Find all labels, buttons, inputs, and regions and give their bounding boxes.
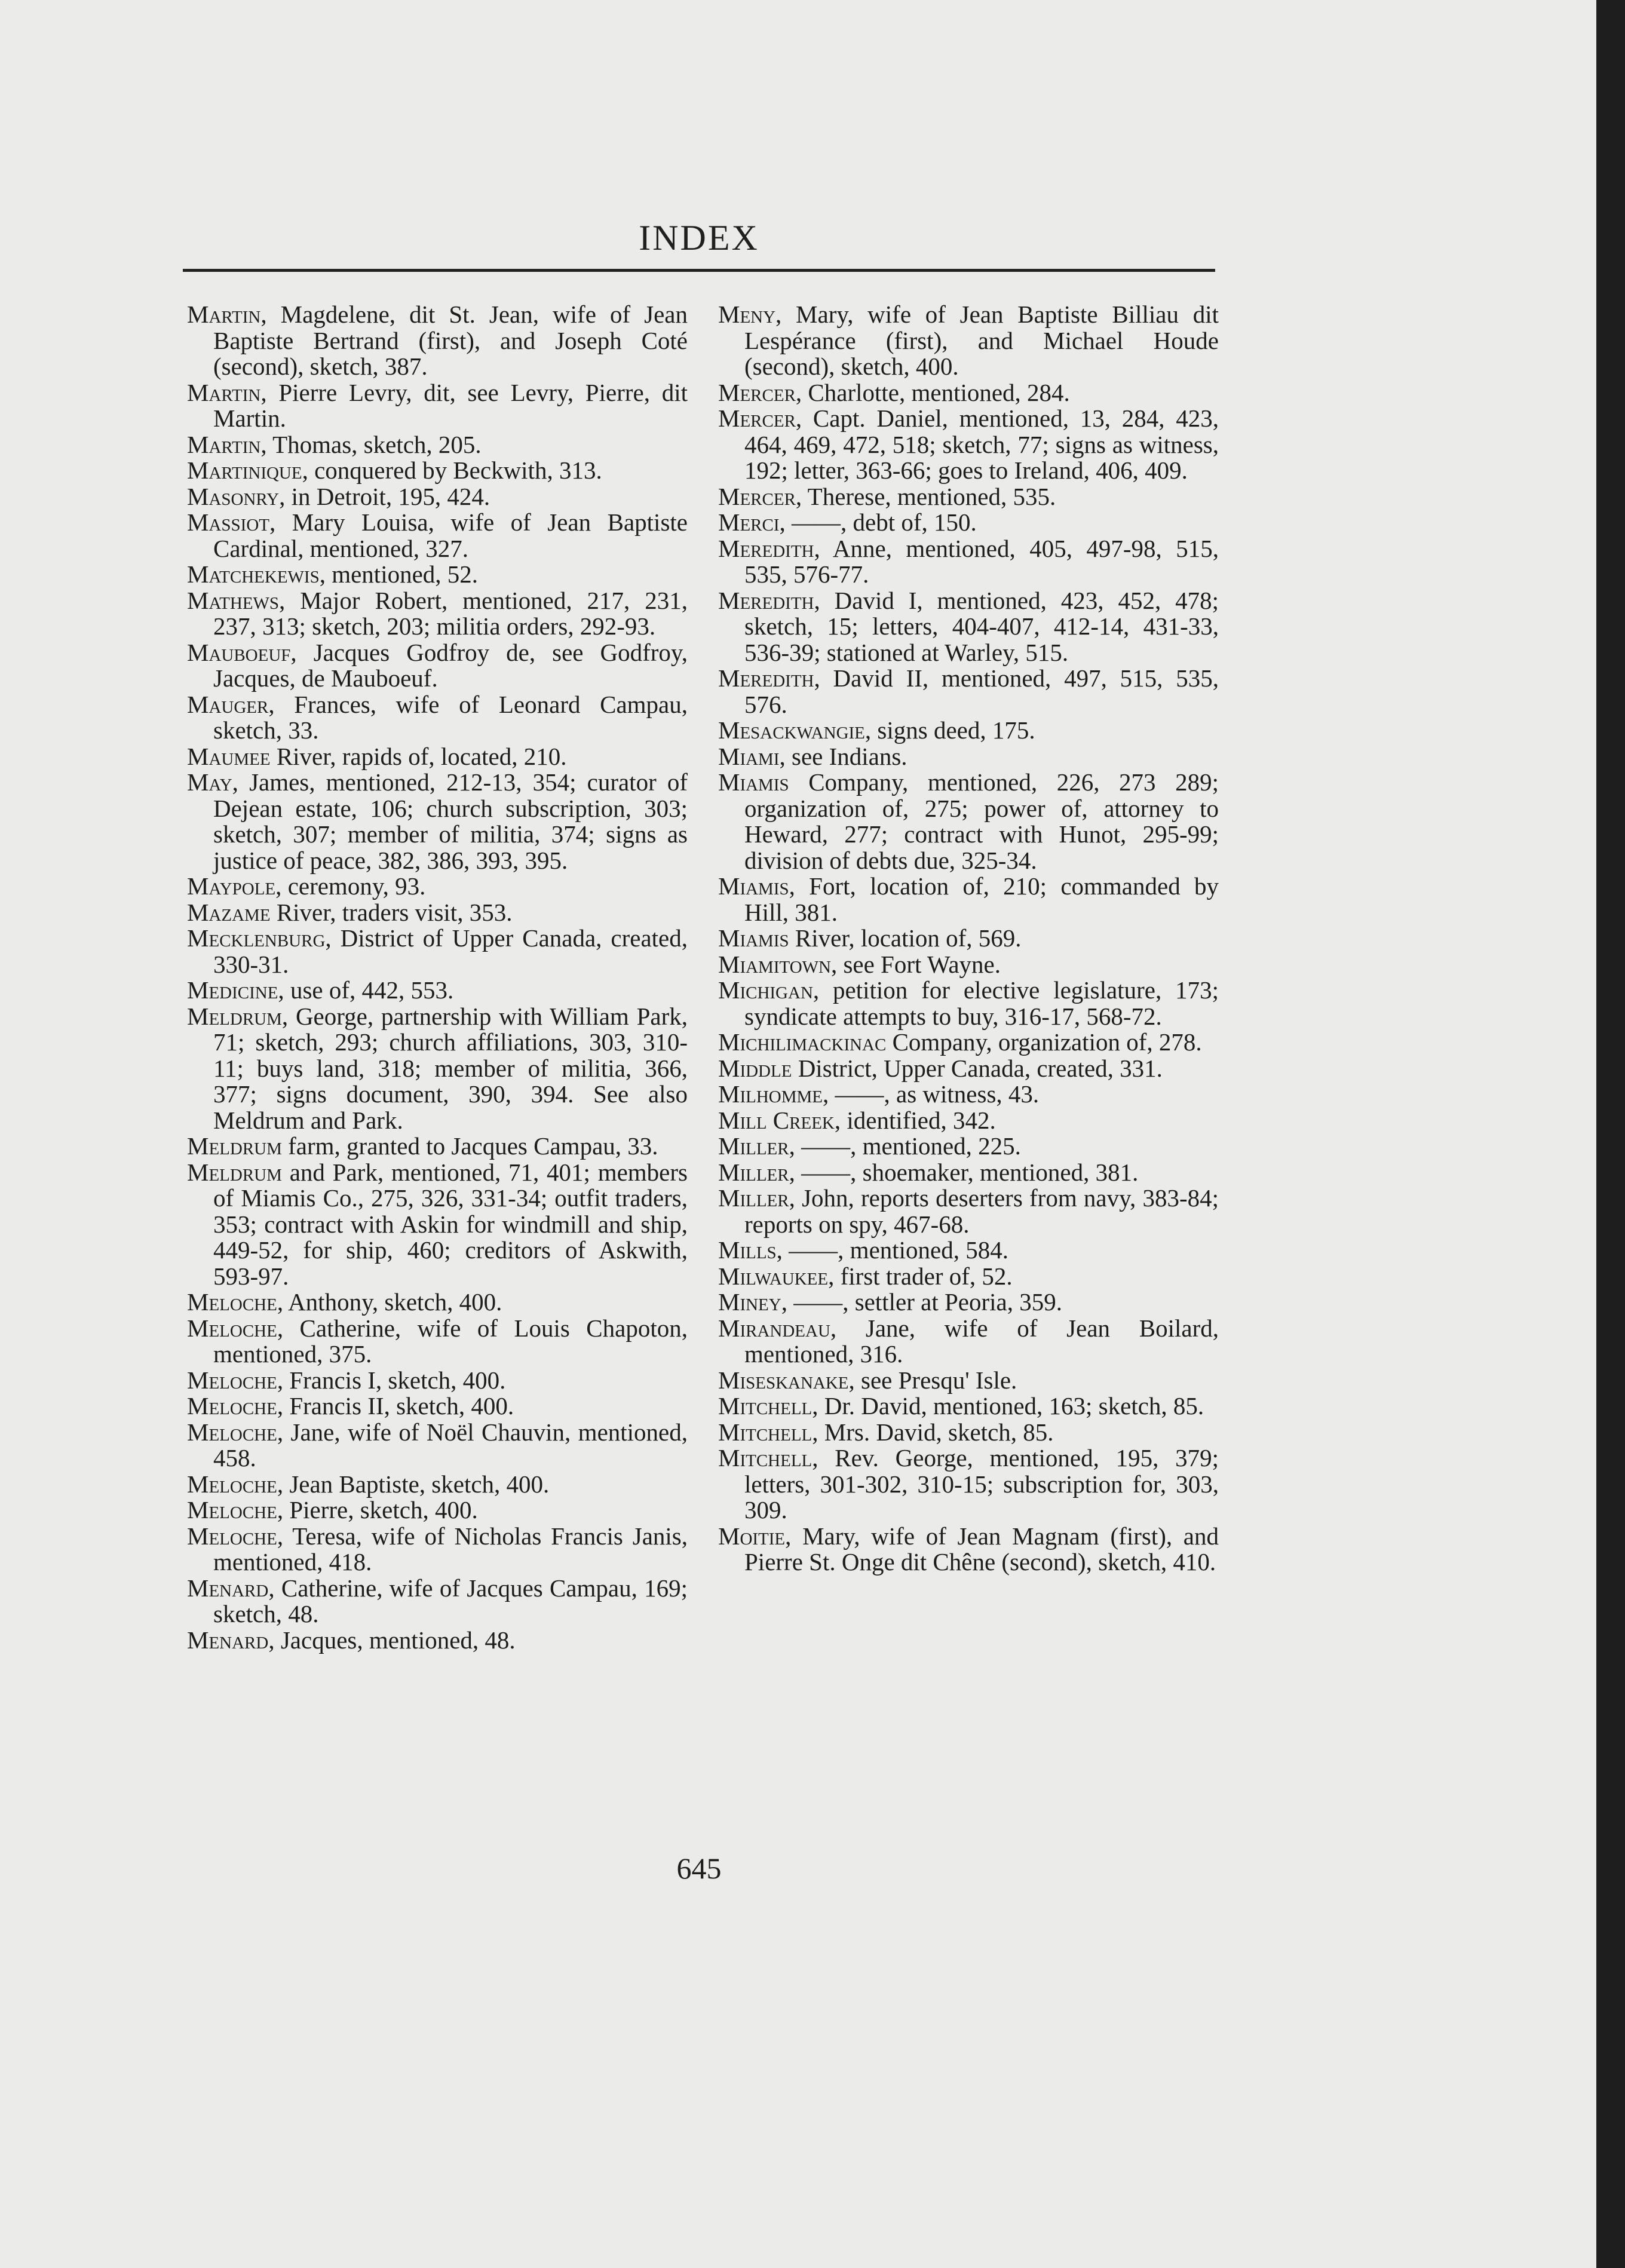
entry-heading: Martin, (187, 378, 267, 406)
entry-text: ceremony, 93. (281, 872, 426, 900)
index-entry (187, 1160, 688, 1290)
entry-heading: Middle (718, 1054, 792, 1082)
index-entry (718, 1316, 1219, 1368)
entry-text: first trader of, 52. (834, 1262, 1013, 1290)
entry-heading: Martin, (187, 301, 267, 328)
entry-text: Jane, wife of Noël Chauvin, mentioned, 458. (213, 1418, 688, 1472)
entry-text: Jacques Godfroy de, see Godfroy, Jacques, de Mauboeuf. (213, 638, 688, 692)
index-entry (187, 510, 688, 562)
entry-text: Francis I, sketch, 400. (283, 1366, 506, 1394)
entry-text: see Presqu' Isle. (854, 1366, 1017, 1394)
index-entry (718, 952, 1219, 978)
index-entry (187, 1628, 688, 1654)
entry-heading: Merci, (718, 508, 786, 536)
index-entry (718, 1185, 1219, 1237)
entry-heading: Meloche, (187, 1470, 284, 1498)
index-entry (718, 380, 1219, 406)
index-entry (718, 1029, 1219, 1056)
entry-text: David II, mentioned, 497, 515, 535, 576. (744, 664, 1219, 718)
entry-heading: Miseskanake, (718, 1366, 855, 1394)
entry-text: Jacques, mentioned, 48. (274, 1626, 516, 1654)
entry-heading: Mercer, (718, 404, 802, 432)
entry-text: in Detroit, 195, 424. (285, 482, 490, 510)
entry-text: Catherine, wife of Louis Chapoton, mentioned, 375. (213, 1314, 688, 1368)
entry-text: Magdelene, dit St. Jean, wife of Jean Baptiste Bertrand (first), and Joseph Coté (second), sketch, 387. (213, 301, 688, 380)
entry-heading: Mirandeau, (718, 1314, 837, 1342)
entry-text: conquered by Beckwith, 313. (308, 456, 602, 484)
entry-text: Thomas, sketch, 205. (266, 430, 482, 458)
entry-heading: Mauboeuf, (187, 638, 297, 666)
entry-text: Jean Baptiste, sketch, 400. (283, 1470, 550, 1498)
entry-heading: Mitchell, (718, 1418, 818, 1446)
entry-heading: May, (187, 768, 238, 796)
entry-text: use of, 442, 553. (284, 976, 454, 1004)
entry-text: Therese, mentioned, 535. (802, 482, 1056, 510)
index-entry (187, 380, 688, 432)
entry-text: Mrs. David, sketch, 85. (818, 1418, 1054, 1446)
entry-heading: Meloche, (187, 1522, 284, 1550)
entry-text: Capt. Daniel, mentioned, 13, 284, 423, 464, 469, 472, 518; sketch, 77; signs as witness, 192; letter, 363-66; goes to Ireland, 406, 409. (744, 404, 1219, 484)
index-entry (187, 1133, 688, 1160)
index-entry (718, 1133, 1219, 1160)
entry-text: see Indians. (785, 742, 907, 770)
index-entry (718, 1264, 1219, 1290)
entry-text: George, partnership with William Park, 71; sketch, 293; church affiliations, 303, 310-11; buys land, 318; member of militia, 366, 377; signs document, 390, 394. See also Meldrum and Park. (213, 1002, 688, 1134)
entry-text: Company, mentioned, 226, 273 289; organization of, 275; power of, attorney to Heward, 277; contract with Hunot, 295-99; division of debts due, 325-34. (744, 768, 1219, 874)
index-entry (718, 718, 1219, 744)
index-entry (187, 562, 688, 588)
entry-text: Pierre, sketch, 400. (283, 1496, 478, 1524)
index-entry (718, 744, 1219, 770)
index-entry (718, 1056, 1219, 1082)
index-entry (187, 432, 688, 458)
index-entry (187, 1316, 688, 1368)
index-entry (187, 1576, 688, 1628)
entry-heading: Moitie, (718, 1522, 792, 1550)
entry-heading: Milwaukee, (718, 1262, 835, 1290)
entry-heading: Meldrum, (187, 1002, 289, 1030)
index-entry (187, 1497, 688, 1524)
index-entry (187, 744, 688, 770)
index-entry (187, 1004, 688, 1134)
entry-heading: Mazame (187, 898, 271, 926)
entry-heading: Miney, (718, 1288, 787, 1316)
entry-heading: Meldrum (187, 1158, 282, 1186)
index-entry (718, 1393, 1219, 1420)
entry-text: Mary Louisa, wife of Jean Baptiste Cardinal, mentioned, 327. (213, 508, 688, 562)
index-entry (718, 484, 1219, 510)
entry-heading: Meredith, (718, 586, 820, 614)
entry-heading: Mathews, (187, 586, 286, 614)
entry-heading: Mesackwangie, (718, 716, 872, 744)
entry-text: petition for elective legislature, 173; syndicate attempts to buy, 316-17, 568-72. (744, 976, 1219, 1030)
index-entry (187, 458, 688, 484)
entry-heading: Michilimackinac (718, 1028, 887, 1056)
entry-text: ——, shoemaker, mentioned, 381. (795, 1158, 1139, 1186)
index-column-right (718, 302, 1219, 1576)
entry-text: Mary, wife of Jean Baptiste Billiau dit Lespérance (first), and Michael Houde (second), sketch, 400. (744, 301, 1219, 380)
index-entry (718, 1445, 1219, 1524)
entry-text: District of Upper Canada, created, 330-31. (213, 924, 688, 978)
entry-heading: Miller, (718, 1132, 795, 1160)
entry-heading: Meloche, (187, 1496, 284, 1524)
index-entry (718, 666, 1219, 718)
page-edge-shadow (1596, 0, 1625, 2268)
entry-heading: Mauger, (187, 690, 275, 718)
index-entry (718, 1289, 1219, 1316)
entry-heading: Meloche, (187, 1288, 284, 1316)
entry-heading: Maumee (187, 742, 271, 770)
entry-text: River, location of, 569. (789, 924, 1022, 952)
entry-heading: Miamis, (718, 872, 795, 900)
entry-text: River, rapids of, located, 210. (270, 742, 567, 770)
index-entry (187, 874, 688, 900)
entry-text: Pierre Levry, dit, see Levry, Pierre, dit Martin. (213, 378, 688, 432)
entry-text: Francis II, sketch, 400. (283, 1392, 514, 1420)
index-entry (187, 900, 688, 926)
index-entry (187, 1368, 688, 1394)
entry-heading: Milhomme, (718, 1080, 829, 1108)
entry-text: mentioned, 52. (325, 560, 479, 588)
entry-heading: Mecklenburg, (187, 924, 332, 952)
index-entry (718, 406, 1219, 484)
entry-text: Anne, mentioned, 405, 497-98, 515, 535, 576-77. (744, 534, 1219, 588)
entry-text: Major Robert, mentioned, 217, 231, 237, 313; sketch, 203; militia orders, 292-93. (213, 586, 688, 640)
entry-heading: Meredith, (718, 534, 820, 562)
entry-text: Rev. George, mentioned, 195, 379; letters, 301-302, 310-15; subscription for, 303, 309. (744, 1444, 1219, 1524)
index-entry (718, 1108, 1219, 1134)
index-entry (718, 536, 1219, 588)
index-entry (718, 977, 1219, 1029)
entry-heading: Meny, (718, 301, 782, 328)
index-entry (718, 1368, 1219, 1394)
entry-text: ——, settler at Peoria, 359. (787, 1288, 1062, 1316)
entry-heading: Medicine, (187, 976, 284, 1004)
index-entry (718, 1524, 1219, 1576)
entry-heading: Miller, (718, 1158, 795, 1186)
index-entry (718, 770, 1219, 874)
entry-text: ——, mentioned, 584. (782, 1236, 1008, 1264)
entry-heading: Meloche, (187, 1366, 284, 1394)
entry-heading: Menard, (187, 1626, 275, 1654)
entry-heading: Meloche, (187, 1392, 284, 1420)
index-entry (187, 692, 688, 744)
index-entry (187, 1393, 688, 1420)
index-entry (718, 1237, 1219, 1264)
entry-heading: Miller, (718, 1184, 795, 1212)
entry-heading: Mills, (718, 1236, 783, 1264)
entry-heading: Mitchell, (718, 1444, 818, 1472)
entry-heading: Meldrum (187, 1132, 282, 1160)
index-entry (187, 588, 688, 640)
index-entry (187, 302, 688, 380)
entry-text: Anthony, sketch, 400. (283, 1288, 502, 1316)
entry-heading: Meloche, (187, 1418, 284, 1446)
entry-text: ——, debt of, 150. (785, 508, 977, 536)
entry-text: Teresa, wife of Nicholas Francis Janis, mentioned, 418. (213, 1522, 688, 1576)
index-entry (718, 510, 1219, 536)
index-entry (718, 588, 1219, 666)
index-entry (187, 770, 688, 874)
entry-text: signs deed, 175. (871, 716, 1035, 744)
entry-heading: Mitchell, (718, 1392, 818, 1420)
index-entry (187, 1420, 688, 1472)
entry-heading: Meloche, (187, 1314, 284, 1342)
entry-heading: Mercer, (718, 378, 802, 406)
index-entry (187, 1472, 688, 1498)
entry-text: Charlotte, mentioned, 284. (802, 378, 1070, 406)
entry-text: ——, mentioned, 225. (795, 1132, 1021, 1160)
index-entry (187, 1289, 688, 1316)
page-title: INDEX (639, 218, 759, 258)
entry-text: and Park, mentioned, 71, 401; members of Miamis Co., 275, 326, 331-34; outfit traders, 353; contract with Askin for windmill and ship, 449-52, for ship, 460; creditors of Askwith, 593-97. (213, 1158, 688, 1290)
entry-text: ——, as witness, 43. (829, 1080, 1040, 1108)
entry-text: River, traders visit, 353. (270, 898, 513, 926)
entry-text: see Fort Wayne. (837, 950, 1001, 978)
entry-text: Catherine, wife of Jacques Campau, 169; sketch, 48. (213, 1574, 688, 1628)
entry-text: James, mentioned, 212-13, 354; curator of Dejean estate, 106; church subscription, 303; sketch, 307; member of militia, 374; signs as justice of peace, 382, 386, 393, 395. (213, 768, 688, 874)
entry-text: District, Upper Canada, created, 331. (792, 1054, 1163, 1082)
page-number: 645 (676, 1852, 722, 1885)
entry-text: Company, organization of, 278. (886, 1028, 1202, 1056)
entry-heading: Massiot, (187, 508, 276, 536)
entry-heading: Miamitown, (718, 950, 838, 978)
entry-text: John, reports deserters from navy, 383-84; reports on spy, 467-68. (744, 1184, 1219, 1238)
entry-heading: Matchekewis, (187, 560, 326, 588)
index-entry (187, 640, 688, 692)
index-entry (718, 1081, 1219, 1108)
index-entry (187, 1524, 688, 1576)
entry-heading: Michigan, (718, 976, 820, 1004)
index-entry (718, 874, 1219, 925)
title-rule (183, 269, 1215, 272)
index-entry (718, 925, 1219, 952)
entry-heading: Mercer, (718, 482, 802, 510)
entry-text: Dr. David, mentioned, 163; sketch, 85. (818, 1392, 1204, 1420)
entry-heading: Martinique, (187, 456, 308, 484)
entry-heading: Menard, (187, 1574, 275, 1602)
entry-text: Mary, wife of Jean Magnam (first), and Pierre St. Onge dit Chêne (second), sketch, 410. (744, 1522, 1219, 1576)
index-entry (187, 977, 688, 1004)
entry-text: Frances, wife of Leonard Campau, sketch, 33. (213, 690, 688, 744)
entry-heading: Masonry, (187, 482, 286, 510)
entry-text: identified, 342. (841, 1106, 996, 1134)
index-entry (718, 302, 1219, 380)
index-entry (187, 484, 688, 510)
entry-text: David I, mentioned, 423, 452, 478; sketch, 15; letters, 404-407, 412-14, 431-33, 536-39; stationed at Warley, 515. (744, 586, 1219, 666)
index-entry (718, 1420, 1219, 1446)
entry-heading: Meredith, (718, 664, 820, 692)
entry-heading: Miamis (718, 768, 789, 796)
entry-heading: Miami, (718, 742, 786, 770)
index-entry (718, 1160, 1219, 1186)
index-entry (187, 925, 688, 977)
entry-text: Fort, location of, 210; commanded by Hill, 381. (744, 872, 1219, 926)
entry-heading: Maypole, (187, 872, 282, 900)
entry-text: Jane, wife of Jean Boilard, mentioned, 316. (744, 1314, 1219, 1368)
entry-heading: Miamis (718, 924, 789, 952)
index-column-left (187, 302, 688, 1653)
entry-text: farm, granted to Jacques Campau, 33. (281, 1132, 658, 1160)
entry-heading: Mill Creek, (718, 1106, 841, 1134)
entry-heading: Martin, (187, 430, 267, 458)
